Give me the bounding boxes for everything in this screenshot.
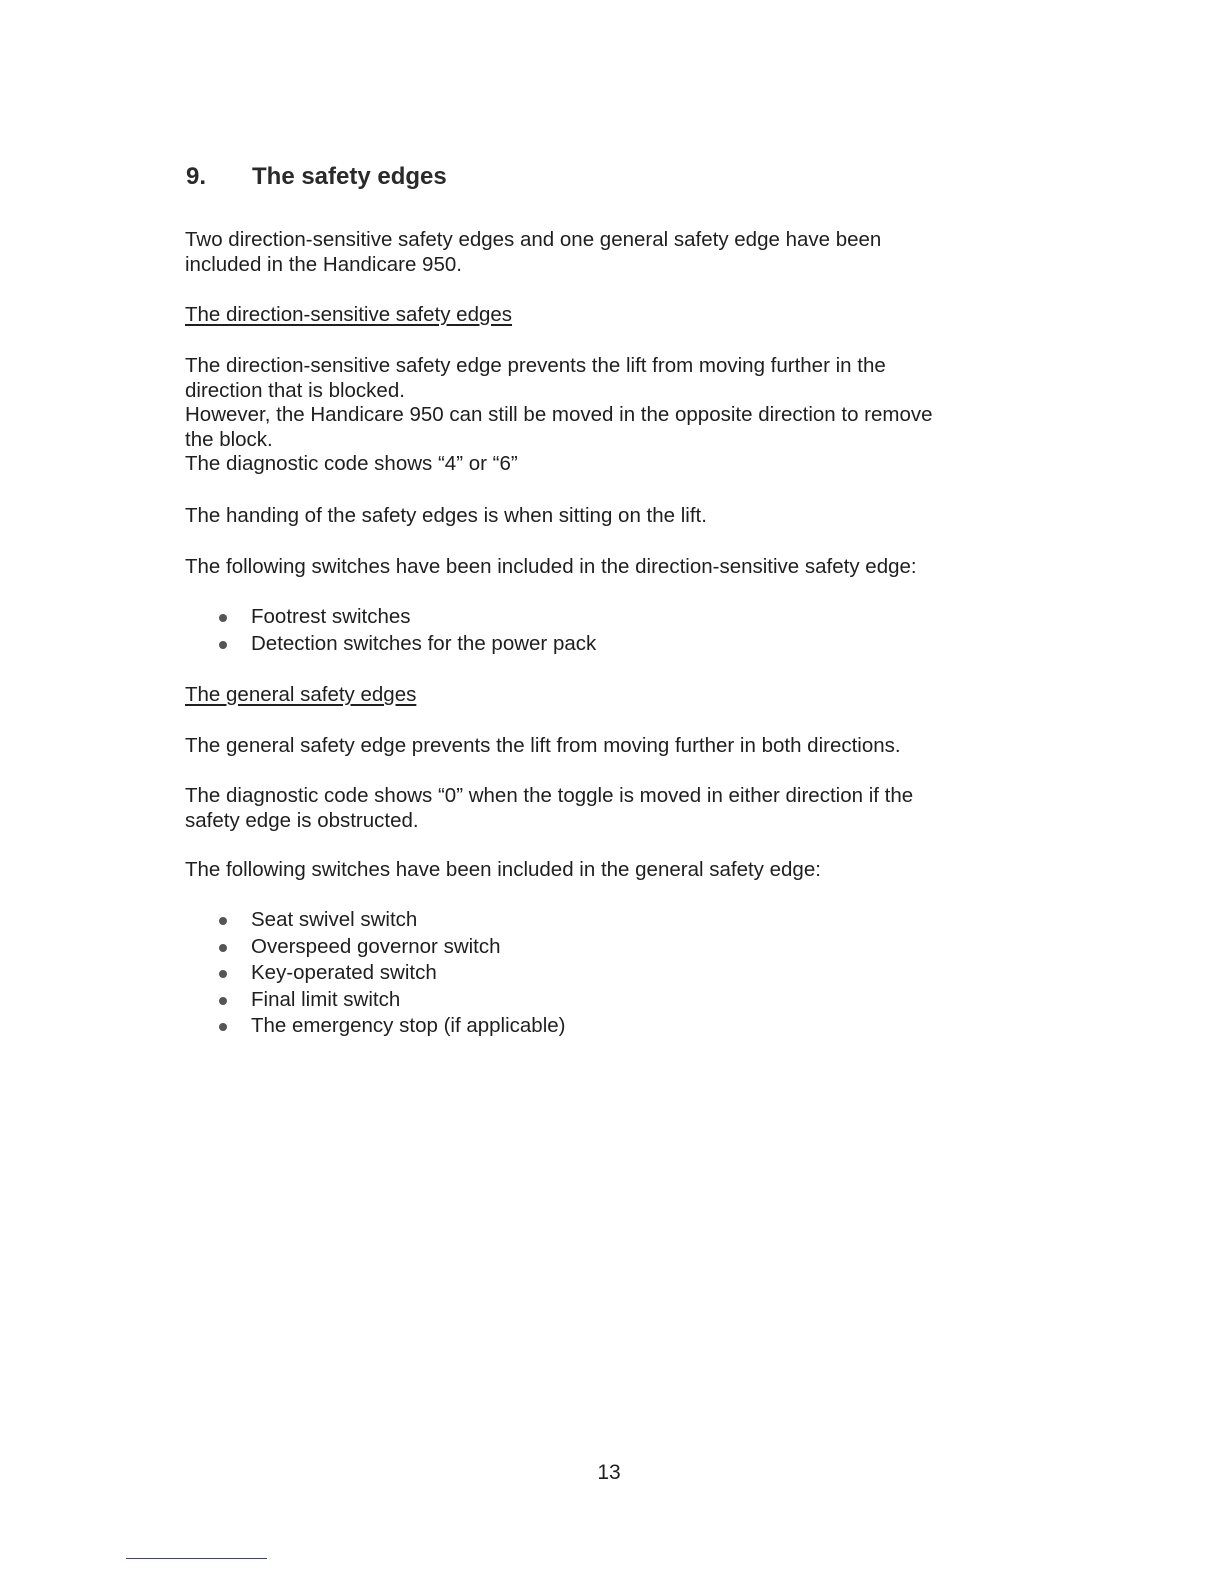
- bullet-icon: [219, 997, 227, 1005]
- list-item-label: Overspeed governor switch: [251, 934, 501, 958]
- paragraph-line: the block.: [185, 427, 273, 451]
- list-item-label: Detection switches for the power pack: [251, 631, 597, 655]
- paragraph-line: safety edge is obstructed.: [185, 808, 419, 832]
- list-item: [217, 934, 566, 961]
- list-item-label: Key-operated switch: [251, 961, 437, 984]
- subheading-direction-sensitive: The direction-sensitive safety edges: [185, 303, 513, 326]
- page-number: 13: [597, 1461, 621, 1484]
- intro-paragraph: [185, 228, 1045, 277]
- paragraph-line: However, the Handicare 950 can still be moved in the opposite direction to remove: [185, 403, 933, 426]
- paragraph-line: The direction-sensitive safety edge prevents the lift from moving further in the: [185, 354, 886, 377]
- list-item-label: Final limit switch: [251, 987, 401, 1011]
- general-switches-intro: The following switches have been included in the general safety edge:: [185, 858, 821, 881]
- section-number: 9.: [186, 163, 207, 190]
- list-item: [217, 907, 566, 934]
- handing-paragraph: The handing of the safety edges is when sitting on the lift.: [185, 504, 707, 527]
- paragraph-line: The diagnostic code shows “0” when the toggle is moved in either direction if the: [185, 784, 914, 807]
- general-paragraph: The general safety edge prevents the lift from moving further in both directions.: [185, 734, 901, 757]
- bullet-icon: [219, 917, 227, 925]
- list-item: [217, 960, 566, 987]
- list-item-label: The emergency stop (if applicable): [251, 1014, 566, 1037]
- intro-line: Two direction-sensitive safety edges and one general safety edge have been: [185, 228, 882, 251]
- general-diagnostic-paragraph: [185, 784, 1045, 833]
- subheading-general: The general safety edges: [185, 683, 417, 706]
- direction-switches-list: [217, 604, 596, 657]
- bullet-icon: [219, 614, 227, 622]
- list-item-label: Seat swivel switch: [251, 908, 418, 931]
- intro-line: included in the Handicare 950.: [185, 252, 462, 276]
- paragraph-line: direction that is blocked.: [185, 378, 405, 402]
- bullet-icon: [219, 944, 227, 952]
- list-item: [217, 631, 596, 658]
- list-item: [217, 1013, 566, 1040]
- footer-rule: [126, 1558, 267, 1559]
- section-heading: [186, 163, 447, 191]
- general-switches-list: [217, 907, 566, 1040]
- section-title: The safety edges: [252, 163, 447, 190]
- bullet-icon: [219, 970, 227, 978]
- list-item-label: Footrest switches: [251, 605, 411, 628]
- direction-sensitive-paragraph: [185, 354, 1045, 477]
- bullet-icon: [219, 1023, 227, 1031]
- list-item: [217, 604, 596, 631]
- bullet-icon: [219, 641, 227, 649]
- paragraph-line: The diagnostic code shows “4” or “6”: [185, 452, 518, 475]
- direction-switches-intro: The following switches have been included in the direction-sensitive safety edge:: [185, 555, 917, 578]
- list-item: [217, 987, 566, 1014]
